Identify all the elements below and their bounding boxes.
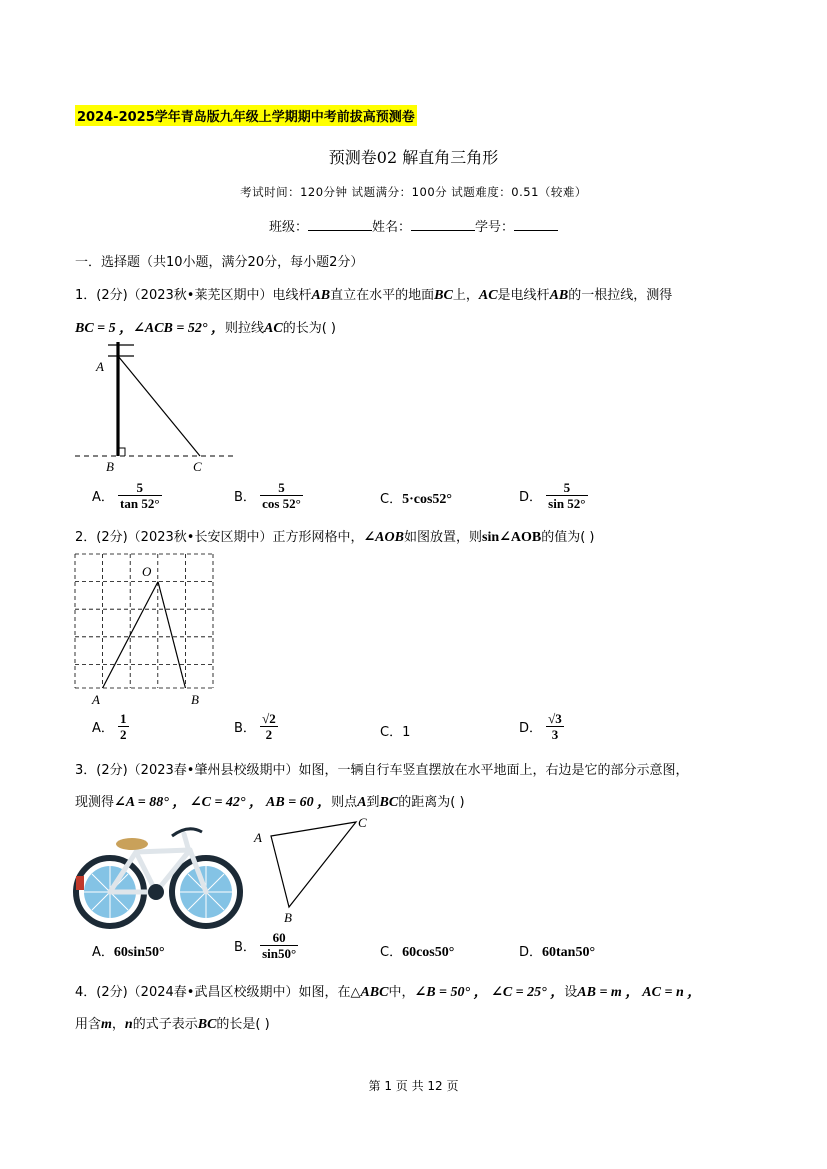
q4-stem-line2: 用含m，n的式子表示BC的长是( ) — [75, 1017, 270, 1032]
class-blank[interactable] — [308, 218, 372, 231]
label-a: A — [92, 692, 100, 707]
bicycle-illustration — [72, 818, 244, 930]
section-heading: 一．选择题（共10小题，满分20分，每小题2分） — [75, 255, 364, 270]
q2-figure — [72, 550, 217, 708]
id-label: 学号： — [475, 220, 515, 235]
name-label: 姓名： — [371, 220, 411, 235]
label-b: B — [191, 692, 199, 707]
label-b: B — [284, 910, 292, 925]
label-c: C — [358, 815, 367, 830]
name-blank[interactable] — [411, 218, 475, 231]
q3-option-c[interactable]: C．60cos50° — [380, 945, 455, 960]
q3-option-a[interactable]: A．60sin50° — [92, 945, 165, 960]
page-footer: 第 1 页 共 12 页 — [368, 1079, 459, 1093]
class-label: 班级： — [268, 220, 308, 235]
q1-option-b[interactable]: B． $\frac{5}{\cos 52^\circ}$ — [234, 480, 301, 511]
q3-option-b[interactable]: B． $\frac{60}{\sin 50^\circ}$ — [234, 930, 297, 961]
bicycle-icon — [76, 829, 240, 926]
q1-option-d[interactable]: D． $\frac{5}{\sin 52^\circ}$ — [519, 480, 586, 511]
q2-option-d[interactable]: D． $\frac{√3}{3}$ — [519, 711, 562, 742]
q1-option-c[interactable]: C．5·cos52° — [380, 492, 453, 507]
q1-stem-line2: BC = 5 ，∠ACB = 52° ，则拉线AC的长为( ) — [75, 321, 336, 336]
q2-option-a[interactable]: A． $\frac{1}{2}$ — [92, 711, 127, 742]
exam-series-header: 2024-2025学年青岛版九年级上学期期中考前拔高预测卷 — [75, 105, 417, 126]
q1-stem-line1: 1．(2分)（2023秋•莱芜区期中）电线杆AB直立在水平的地面BC上，AC是电线杆AB的一根拉线，测得 — [75, 288, 673, 303]
label-a: A — [254, 830, 262, 845]
label-b: B — [106, 459, 114, 474]
q1-option-a[interactable]: A． $\frac{5}{\tan 52^\circ}$ — [92, 480, 160, 511]
label-c: C — [193, 459, 202, 474]
q3-option-d[interactable]: D．60tan50° — [519, 945, 596, 960]
q3-stem-line1: 3．(2分)（2023春•肇州县校级期中）如图，一辆自行车竖直摆放在水平地面上，右边是它的部分示意图， — [75, 763, 689, 778]
q4-stem-line1: 4．(2分)（2024春•武昌区校级期中）如图，在△ABC中，∠B = 50° ， ∠C = 25° ，设AB = m ， AC = n ， — [75, 985, 702, 1000]
q2-stem: 2．(2分)（2023秋•长安区期中）正方形网格中，∠AOB如图放置，则sin∠AOB的值为( ) — [75, 530, 595, 545]
q3-stem-line2: 现测得∠A = 88° ， ∠C = 42° ， AB = 60 ，则点A到BC的距离为( ) — [75, 795, 465, 810]
student-info-line — [0, 216, 827, 235]
label-o: O — [142, 564, 152, 579]
label-a: A — [96, 359, 104, 374]
q3-triangle-figure — [248, 812, 378, 927]
exam-info: 考试时间：120分钟 试题满分：100分 试题难度：0.51（较难） — [240, 185, 587, 199]
wire-ac — [118, 356, 200, 456]
q1-figure — [72, 340, 242, 475]
q2-option-b[interactable]: B． $\frac{√2}{2}$ — [234, 711, 276, 742]
segment-ob — [158, 582, 185, 688]
id-blank[interactable] — [514, 218, 558, 231]
q2-option-c[interactable]: C．1 — [380, 725, 411, 740]
page-title: 预测卷02 解直角三角形 — [328, 148, 499, 167]
